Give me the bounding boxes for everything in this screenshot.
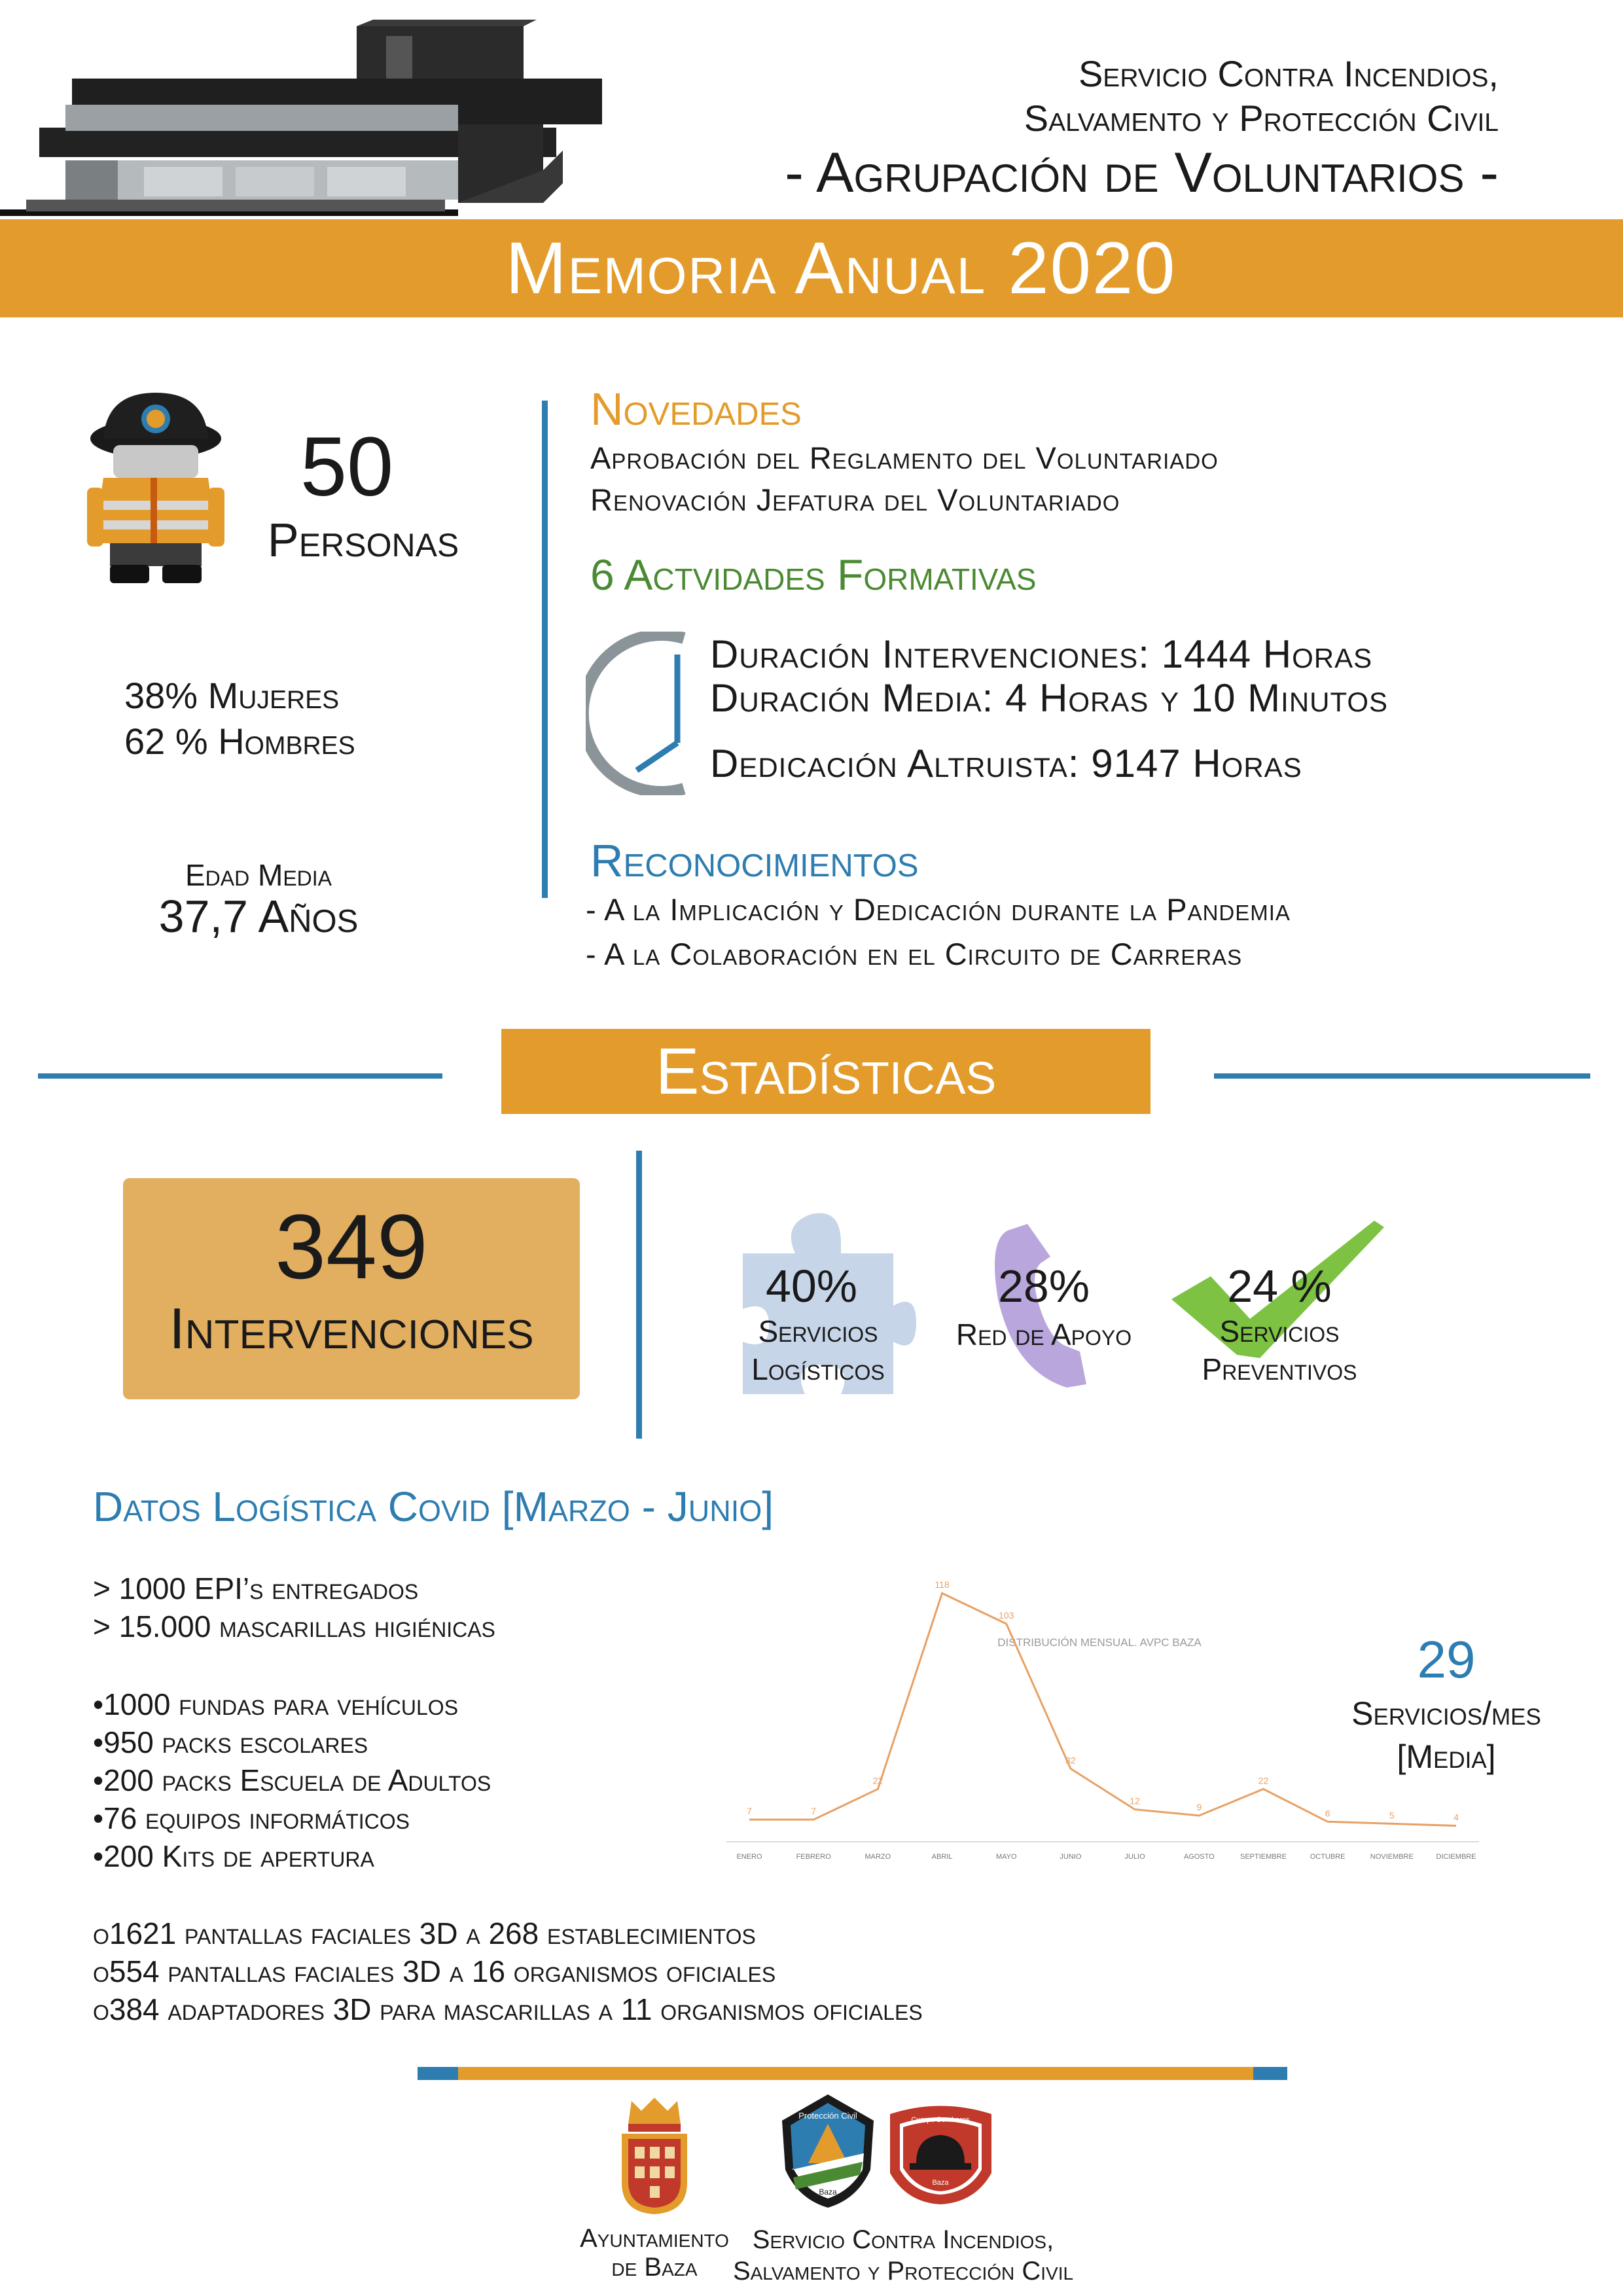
chart-data-label: 9 <box>1196 1801 1202 1812</box>
svg-text:Protección Civil: Protección Civil <box>798 2111 857 2121</box>
covid-section-title: Datos Logística Covid [Marzo - Junio] <box>93 1483 774 1530</box>
header-line-2: Salvamento y Protección Civil <box>1024 98 1499 139</box>
chart-title: DISTRIBUCIÓN MENSUAL. AVPC BAZA <box>997 1636 1202 1649</box>
divider-vertical-stats <box>636 1151 642 1439</box>
chart-tick-label: FEBRERO <box>796 1853 831 1861</box>
chart-data-label: 7 <box>747 1806 752 1817</box>
novedades-item-2: Renovación Jefatura del Voluntariado <box>590 482 1120 517</box>
chart-tick-label: ABRIL <box>931 1853 953 1861</box>
footer-bar-orange <box>458 2067 1253 2080</box>
chart-tick-label: OCTUBRE <box>1310 1853 1346 1861</box>
covid-list-2 <box>93 1685 491 1875</box>
footer-bar-blue-right <box>1253 2067 1287 2080</box>
footer-city-line-2: de Baza <box>611 2253 698 2282</box>
monthly-average-label-1: Servicios/mes <box>1351 1695 1541 1732</box>
novedades-item-1: Aprobación del Reglamento del Voluntariado <box>590 440 1219 475</box>
logistic-label-2: Logísticos <box>751 1352 885 1386</box>
proteccion-civil-logo <box>779 2091 877 2209</box>
chart-data-label: 4 <box>1454 1812 1459 1823</box>
chart-data-label: 22 <box>1258 1775 1269 1786</box>
list-item: > 15.000 mascarillas higiénicas <box>93 1609 495 1643</box>
chart-tick-label: DICIEMBRE <box>1436 1853 1476 1861</box>
support-label: Red de Apoyo <box>955 1318 1132 1352</box>
svg-text:Baza: Baza <box>819 2187 837 2197</box>
chart-data-label: 118 <box>935 1579 950 1590</box>
header-line-1: Servicio Contra Incendios, <box>1078 53 1499 94</box>
footer-bar-blue-left <box>418 2067 458 2080</box>
covid-list-1 <box>93 1570 495 1645</box>
firefighter-icon <box>77 389 234 586</box>
list-item: o554 pantallas faciales 3D a 16 organismos oficiales <box>93 1954 776 1988</box>
novedades-title: Novedades <box>590 384 802 435</box>
interventions-label: Intervenciones <box>169 1296 534 1361</box>
monthly-average-label-2: [Media] <box>1397 1738 1496 1775</box>
average-age-value: 37,7 Años <box>158 891 359 942</box>
list-item: o1621 pantallas faciales 3D a 268 establecimientos <box>93 1916 756 1950</box>
stats-divider-left <box>38 1073 442 1079</box>
logistic-percentage: 40% <box>765 1261 858 1312</box>
footer-service-line-2: Salvamento y Protección Civil <box>732 2257 1074 2286</box>
chart-data-label: 6 <box>1325 1808 1330 1819</box>
chart-tick-label: MAYO <box>995 1853 1017 1861</box>
preventive-label-2: Preventivos <box>1202 1352 1357 1386</box>
preventive-label-1: Servicios <box>1219 1314 1340 1348</box>
chart-tick-label: ENERO <box>736 1853 762 1861</box>
logistic-label-1: Servicios <box>758 1314 878 1348</box>
duration-total: Duración Intervenciones: 1444 Horas <box>710 632 1373 676</box>
page-title: Memoria Anual 2020 <box>505 227 1177 309</box>
bomberos-logo <box>883 2101 998 2206</box>
reconocimiento-item-2: - A la Colaboración en el Circuito de Carreras <box>586 937 1243 971</box>
preventive-percentage: 24 % <box>1227 1261 1332 1312</box>
clock-icon <box>586 632 704 795</box>
monthly-average-value: 29 <box>1417 1630 1476 1689</box>
chart-tick-label: AGOSTO <box>1183 1853 1215 1861</box>
chart-data-label: 5 <box>1389 1810 1395 1821</box>
people-count: 50 <box>300 420 394 514</box>
list-item: •200 Kits de apertura <box>93 1839 374 1873</box>
chart-data-label: 7 <box>811 1806 817 1817</box>
svg-text:Cuerpo Bomberos: Cuerpo Bomberos <box>911 2116 970 2124</box>
list-item: •76 equipos informáticos <box>93 1801 410 1835</box>
stats-divider-right <box>1214 1073 1590 1079</box>
men-percentage: 62 % Hombres <box>124 721 355 762</box>
covid-list-3 <box>93 1914 923 2028</box>
building-illustration <box>0 20 615 216</box>
svg-text:Baza: Baza <box>932 2179 949 2187</box>
list-item: •950 packs escolares <box>93 1725 368 1759</box>
chart-data-label: 12 <box>1130 1795 1140 1806</box>
reconocimientos-title: Reconocimientos <box>590 835 919 886</box>
women-percentage: 38% Mujeres <box>124 675 340 716</box>
support-percentage: 28% <box>997 1261 1090 1312</box>
list-item: •1000 fundas para vehículos <box>93 1687 459 1721</box>
altruistic-dedication: Dedicación Altruista: 9147 Horas <box>710 742 1302 785</box>
formativas-title: 6 Actvidades Formativas <box>590 550 1037 599</box>
chart-tick-label: JULIO <box>1124 1853 1145 1861</box>
chart-tick-label: JUNIO <box>1060 1853 1082 1861</box>
stats-title: Estadísticas <box>501 1029 1150 1114</box>
chart-data-label: 22 <box>872 1775 883 1786</box>
footer-city-line-1: Ayuntamiento <box>580 2224 729 2253</box>
interventions-count: 349 <box>275 1195 428 1298</box>
list-item: > 1000 EPI’s entregados <box>93 1571 419 1605</box>
interventions-box <box>123 1178 580 1399</box>
duration-average: Duración Media: 4 Horas y 10 Minutos <box>710 676 1389 720</box>
chart-tick-label: NOVIEMBRE <box>1370 1853 1414 1861</box>
chart-tick-label: MARZO <box>865 1853 891 1861</box>
footer-service-line-1: Servicio Contra Incendios, <box>752 2225 1054 2254</box>
average-age-label: Edad Media <box>185 858 332 892</box>
chart-data-label: 32 <box>1065 1755 1076 1766</box>
list-item: •200 packs Escuela de Adultos <box>93 1763 491 1797</box>
header-line-3: - Agrupación de Voluntarios - <box>785 141 1499 204</box>
baza-coat-of-arms-logo <box>618 2098 690 2215</box>
reconocimiento-item-1: - A la Implicación y Dedicación durante la Pandemia <box>586 892 1291 927</box>
chart-tick-label: SEPTIEMBRE <box>1240 1853 1287 1861</box>
people-count-label: Personas <box>267 514 459 567</box>
list-item: o384 adaptadores 3D para mascarillas a 11 organismos oficiales <box>93 1992 923 2026</box>
chart-data-label: 103 <box>999 1609 1014 1621</box>
divider-vertical-top <box>542 401 548 898</box>
